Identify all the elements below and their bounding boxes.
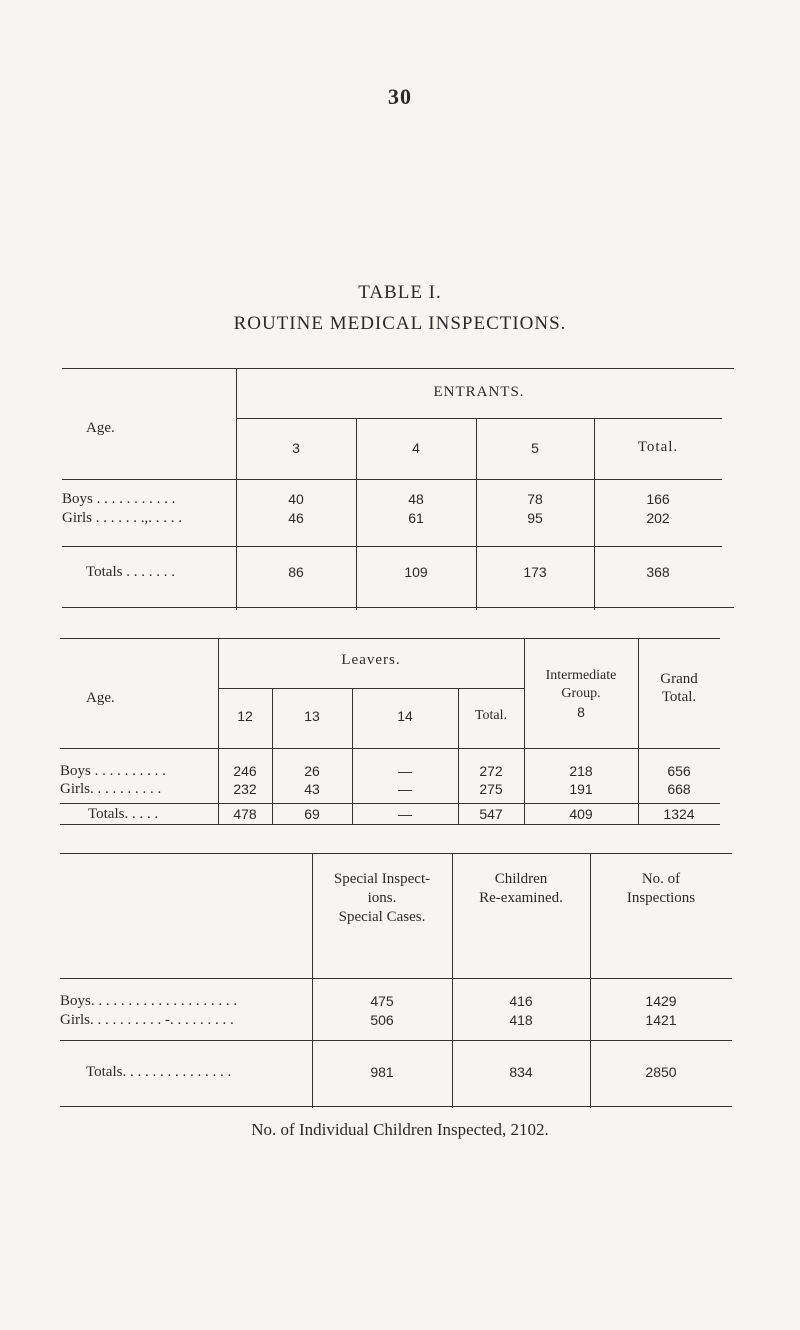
special-header-line: ions. <box>367 890 397 906</box>
entrants-totals-rule <box>62 546 722 547</box>
grand-line: Total. <box>661 689 697 705</box>
special-cell: 506 <box>370 1012 394 1028</box>
leavers-total-cell: 547 <box>479 806 503 822</box>
entrants-group-rule <box>236 418 722 419</box>
leavers-col-13: 13 <box>304 708 320 724</box>
leavers-totals-label: Totals. . . . . <box>88 806 159 822</box>
entrants-age-header: Age. <box>86 420 115 436</box>
entrants-cell: 48 <box>408 491 424 507</box>
special-header-line: Special Inspect- <box>333 871 431 887</box>
leavers-col-14: 14 <box>397 708 413 724</box>
special-top-rule <box>60 853 732 854</box>
entrants-col-total: Total. <box>637 439 679 455</box>
leavers-intermediate-header <box>524 667 638 721</box>
special-bottom-rule <box>60 1106 732 1107</box>
leavers-cell: 668 <box>667 781 691 797</box>
special-row-boys-label: Boys. . . . . . . . . . . . . . . . . . . . <box>60 993 238 1009</box>
entrants-group-header: ENTRANTS. <box>433 384 525 400</box>
entrants-cell: 95 <box>527 510 543 526</box>
leavers-cell: 232 <box>233 781 257 797</box>
leavers-top-rule <box>60 638 720 639</box>
leavers-cell: 246 <box>233 763 257 779</box>
intermediate-line: Group. <box>561 686 601 701</box>
special-header-line: Special Cases. <box>338 909 426 925</box>
entrants-cell: 61 <box>408 510 424 526</box>
special-cell: 1429 <box>645 993 677 1009</box>
special-total-cell: 981 <box>370 1064 394 1080</box>
leavers-total-cell: 478 <box>233 806 257 822</box>
special-total-cell: 834 <box>509 1064 533 1080</box>
special-cell: 475 <box>370 993 394 1009</box>
entrants-total-cell: 368 <box>646 564 670 580</box>
special-inspections-header <box>312 870 452 927</box>
special-totals-label: Totals. . . . . . . . . . . . . . . <box>86 1064 232 1080</box>
table-title: TABLE I. <box>358 282 442 303</box>
special-totals-rule <box>60 1040 732 1041</box>
leavers-total-cell: 409 <box>569 806 593 822</box>
entrants-totals-label: Totals . . . . . . . <box>86 564 175 580</box>
entrants-total-cell: 86 <box>288 564 304 580</box>
special-cell: 416 <box>509 993 533 1009</box>
entrants-cell: 78 <box>527 491 543 507</box>
leavers-cell: 43 <box>304 781 320 797</box>
leavers-row-girls-label: Girls. . . . . . . . . . <box>60 781 162 797</box>
entrants-row-boys-label: Boys . . . . . . . . . . . <box>62 491 176 507</box>
leavers-cell: 26 <box>304 763 320 779</box>
leavers-totals-rule <box>60 803 720 804</box>
entrants-total-cell: 109 <box>404 564 428 580</box>
entrants-top-rule <box>62 368 734 369</box>
individual-children-footer: No. of Individual Children Inspected, 2102. <box>251 1120 549 1139</box>
special-row-girls-label: Girls. . . . . . . . . . -. . . . . . . . . <box>60 1012 234 1028</box>
leavers-cell: 191 <box>569 781 593 797</box>
leavers-cell: — <box>398 781 412 797</box>
entrants-cell: 40 <box>288 491 304 507</box>
leavers-cell: 656 <box>667 763 691 779</box>
special-header-rule <box>60 978 732 979</box>
no-of-inspections-header <box>590 870 732 908</box>
entrants-col-3: 3 <box>292 440 300 456</box>
table-subtitle: ROUTINE MEDICAL INSPECTIONS. <box>233 313 567 334</box>
special-cell: 418 <box>509 1012 533 1028</box>
leavers-age-header: Age. <box>86 690 115 706</box>
leavers-row-boys-label: Boys . . . . . . . . . . <box>60 763 166 779</box>
leavers-cell: — <box>398 763 412 779</box>
leavers-bottom-rule <box>60 824 720 825</box>
special-header-line: Inspections <box>626 890 696 906</box>
special-header-line: No. of <box>641 871 681 887</box>
entrants-bottom-rule <box>62 607 734 608</box>
entrants-cell: 166 <box>646 491 670 507</box>
entrants-total-cell: 173 <box>523 564 547 580</box>
special-total-cell: 2850 <box>645 1064 677 1080</box>
entrants-header-rule <box>62 479 722 480</box>
entrants-col-5: 5 <box>531 440 539 456</box>
leavers-total-cell: 1324 <box>663 806 695 822</box>
entrants-col-4: 4 <box>412 440 420 456</box>
entrants-row-girls-label: Girls . . . . . . .,. . . . . <box>62 510 182 526</box>
children-reexamined-header <box>452 870 590 908</box>
leavers-group-header: Leavers. <box>341 652 401 668</box>
special-cell: 1421 <box>645 1012 677 1028</box>
intermediate-line: Intermediate <box>545 668 617 683</box>
leavers-col-total: Total. <box>474 708 508 723</box>
leavers-cell: 275 <box>479 781 503 797</box>
page-number: 30 <box>388 84 412 109</box>
intermediate-line: 8 <box>577 704 585 720</box>
special-header-line: Re-examined. <box>479 890 563 906</box>
leavers-grand-total-header <box>638 670 720 706</box>
grand-line: Grand <box>660 671 698 687</box>
entrants-cell: 46 <box>288 510 304 526</box>
leavers-cell: 272 <box>479 763 503 779</box>
leavers-col-12: 12 <box>237 708 253 724</box>
leavers-group-rule <box>218 688 524 689</box>
leavers-header-rule <box>60 748 720 749</box>
leavers-total-cell: — <box>398 806 412 822</box>
leavers-cell: 218 <box>569 763 593 779</box>
special-header-line: Children <box>494 871 548 887</box>
leavers-total-cell: 69 <box>304 806 320 822</box>
entrants-cell: 202 <box>646 510 670 526</box>
